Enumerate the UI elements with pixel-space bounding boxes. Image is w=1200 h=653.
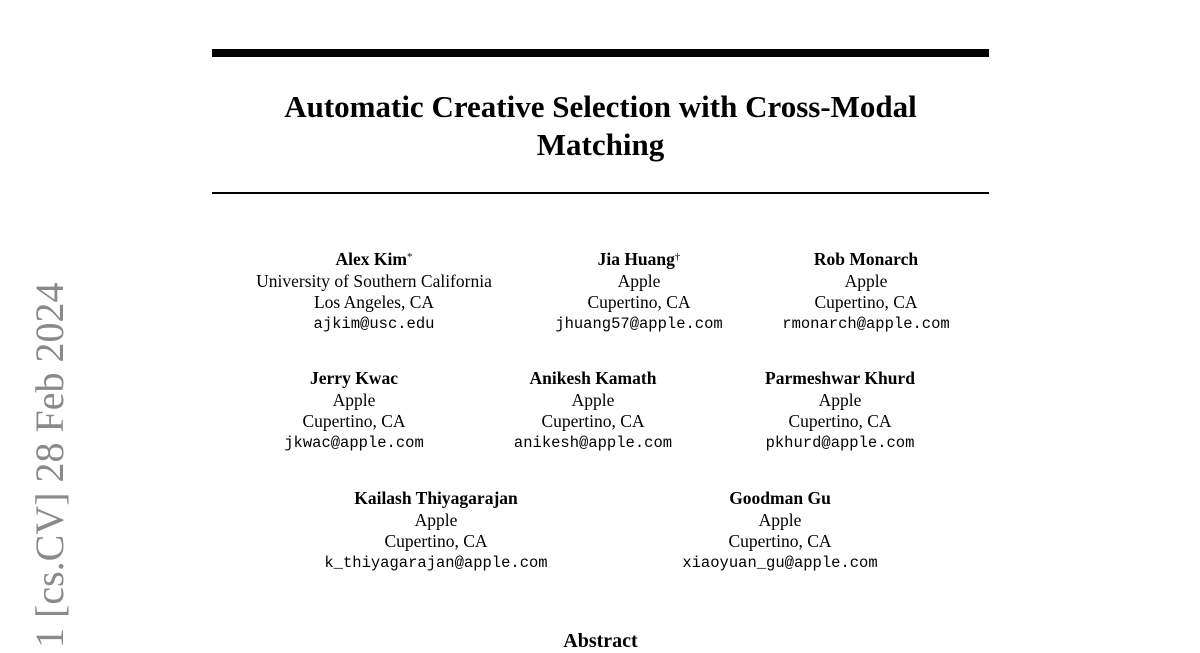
author-affiliation: Apple [758, 509, 802, 530]
author-email: jkwac@apple.com [284, 433, 424, 452]
author-block-kailash-thiyagarajan [306, 488, 566, 574]
author-location: Cupertino, CA [587, 292, 691, 312]
author-name: Jia Huang† [597, 249, 681, 269]
author-name: Alex Kim* [335, 249, 413, 269]
author-email: xiaoyuan_gu@apple.com [682, 553, 878, 572]
author-block-goodman-gu [664, 488, 896, 574]
author-footnote-mark: * [406, 251, 413, 263]
author-name: Kailash Thiyagarajan [354, 488, 518, 508]
author-affiliation: Apple [617, 270, 661, 291]
author-name: Rob Monarch [813, 249, 919, 269]
author-email: pkhurd@apple.com [765, 433, 915, 452]
author-name: Parmeshwar Khurd [765, 368, 915, 388]
author-affiliation: Apple [332, 389, 376, 410]
author-location: Cupertino, CA [728, 531, 832, 551]
title-top-rule [212, 49, 989, 57]
abstract-heading: Abstract [563, 630, 638, 652]
author-email: jhuang57@apple.com [555, 314, 723, 333]
author-block-jerry-kwac [274, 368, 434, 454]
author-location: Cupertino, CA [302, 411, 406, 431]
arxiv-identifier-sidebar: 1 [cs.CV] 28 Feb 2024 [27, 282, 72, 648]
author-block-jia-huang [539, 249, 739, 335]
author-location: Los Angeles, CA [313, 292, 435, 312]
author-location: Cupertino, CA [541, 411, 645, 431]
author-affiliation: University of Southern California [256, 270, 492, 291]
author-name: Anikesh Kamath [529, 368, 657, 388]
author-name: Jerry Kwac [310, 368, 398, 388]
paper-title [212, 88, 989, 164]
author-block-rob-monarch [766, 249, 966, 335]
title-bottom-rule [212, 192, 989, 194]
author-footnote-mark: † [674, 251, 681, 263]
author-email: k_thiyagarajan@apple.com [324, 553, 548, 572]
author-affiliation: Apple [414, 509, 458, 530]
author-affiliation: Apple [844, 270, 888, 291]
author-name: Goodman Gu [729, 488, 831, 508]
author-email: anikesh@apple.com [513, 433, 673, 452]
author-location: Cupertino, CA [384, 531, 488, 551]
author-location: Cupertino, CA [788, 411, 892, 431]
author-affiliation: Apple [571, 389, 615, 410]
author-block-parmeshwar-khurd [748, 368, 932, 454]
author-location: Cupertino, CA [814, 292, 918, 312]
paper-title-line-1: Automatic Creative Selection with Cross-Modal [284, 89, 917, 124]
author-email: ajkim@usc.edu [313, 314, 435, 333]
author-affiliation: Apple [818, 389, 862, 410]
author-block-anikesh-kamath [503, 368, 683, 454]
author-email: rmonarch@apple.com [782, 314, 950, 333]
author-block-alex-kim [242, 249, 506, 335]
paper-title-line-2: Matching [536, 127, 665, 162]
